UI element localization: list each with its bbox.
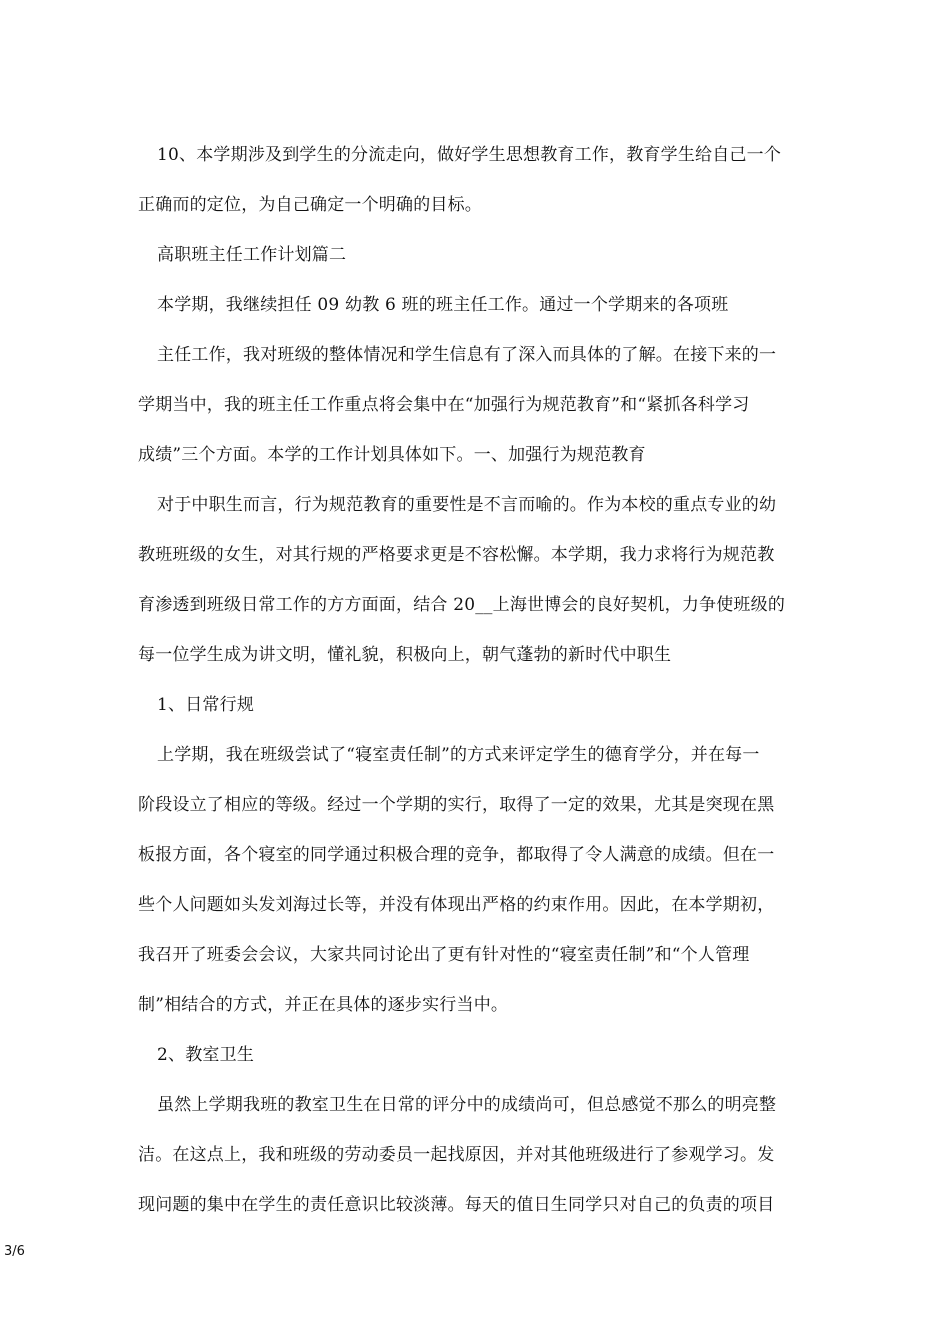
- paragraph-line: 虽然上学期我班的教室卫生在日常的评分中的成绩尚可，但总感觉不那么的明亮整: [157, 1095, 777, 1115]
- paragraph-line: 主任工作，我对班级的整体情况和学生信息有了深入而具体的了解。在接下来的一: [157, 345, 777, 365]
- paragraph-line: 板报方面，各个寝室的同学通过积极合理的竞争，都取得了令人满意的成绩。但在一: [138, 845, 775, 865]
- paragraph-line: 我召开了班委会会议，大家共同讨论出了更有针对性的“寝室责任制”和“个人管理: [138, 945, 750, 965]
- paragraph-line: 教班班级的女生，对其行规的严格要求更是不容松懈。本学期，我力求将行为规范教: [138, 545, 775, 565]
- paragraph-line: 本学期，我继续担任 09 幼教 6 班的班主任工作。通过一个学期来的各项班: [157, 295, 729, 315]
- paragraph-line: 正确而的定位，为自己确定一个明确的目标。: [138, 195, 482, 215]
- paragraph-line: 洁。在这点上，我和班级的劳动委员一起找原因，并对其他班级进行了参观学习。发: [138, 1145, 775, 1165]
- paragraph-line: 上学期，我在班级尝试了“寝室责任制”的方式来评定学生的德育学分，并在每一: [157, 745, 760, 765]
- subsection-heading: 2、教室卫生: [157, 1045, 255, 1065]
- subsection-heading: 1、日常行规: [157, 695, 255, 715]
- paragraph-line: 制”相结合的方式，并正在具体的逐步实行当中。: [138, 995, 509, 1015]
- page-number: 3/6: [4, 1244, 25, 1259]
- paragraph-line: 对于中职生而言，行为规范教育的重要性是不言而喻的。作为本校的重点专业的幼: [157, 495, 777, 515]
- paragraph-line: 阶段设立了相应的等级。经过一个学期的实行，取得了一定的效果，尤其是突现在黑: [138, 795, 775, 815]
- section-heading: 高职班主任工作计划篇二: [157, 245, 347, 265]
- paragraph-line: 成绩”三个方面。本学的工作计划具体如下。一、加强行为规范教育: [138, 445, 646, 465]
- paragraph-line: 学期当中，我的班主任工作重点将会集中在“加强行为规范教育”和“紧抓各科学习: [138, 395, 750, 415]
- paragraph-line: 些个人问题如头发刘海过长等，并没有体现出严格的约束作用。因此，在本学期初，: [138, 895, 775, 915]
- paragraph-line: 10、本学期涉及到学生的分流走向，做好学生思想教育工作，教育学生给自己一个: [157, 145, 782, 165]
- paragraph-line: 育渗透到班级日常工作的方方面面，结合 20__上海世博会的良好契机，力争使班级的: [138, 595, 786, 615]
- paragraph-line: 现问题的集中在学生的责任意识比较淡薄。每天的值日生同学只对自己的负责的项目: [138, 1195, 775, 1215]
- paragraph-line: 每一位学生成为讲文明，懂礼貌，积极向上，朝气蓬勃的新时代中职生: [138, 645, 672, 665]
